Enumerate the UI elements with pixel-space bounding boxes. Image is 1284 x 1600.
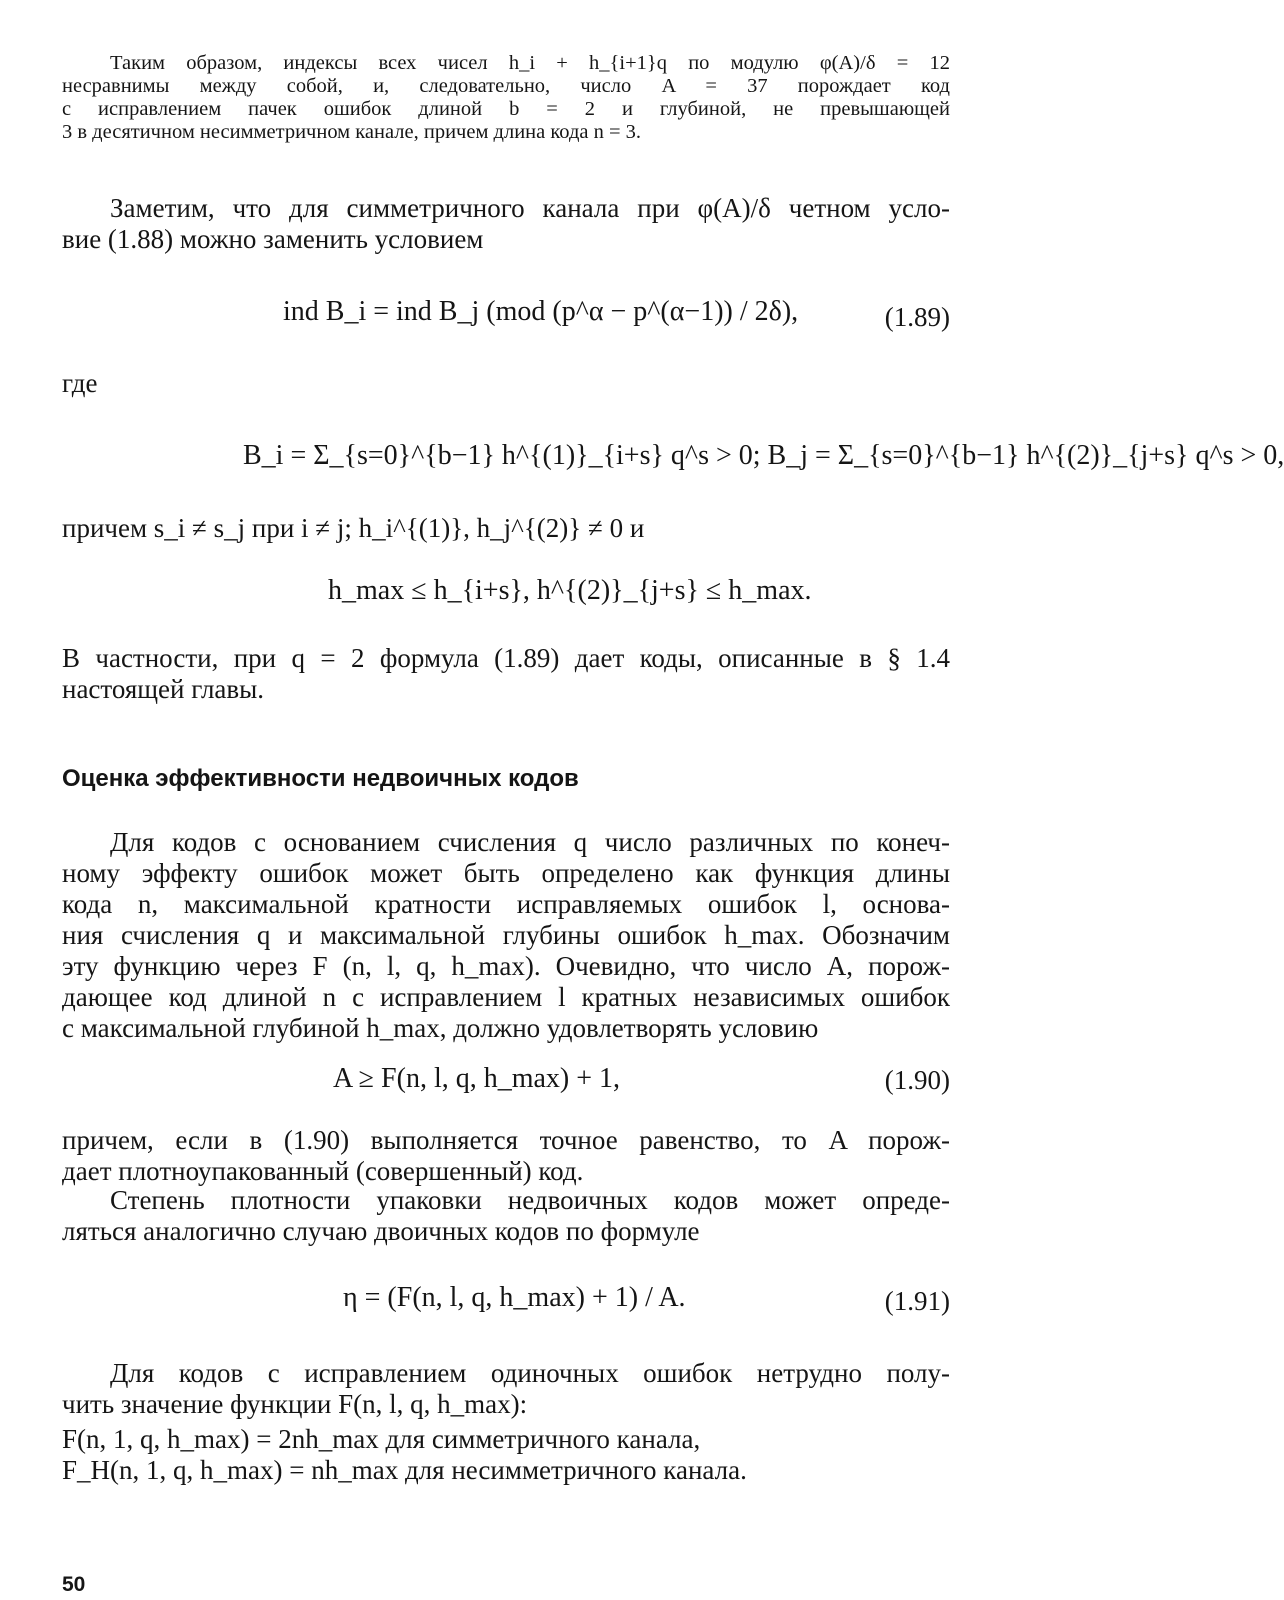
text-line: 3 в десятичном несимметричном канале, причем длина кода n = 3. [62,121,642,143]
text-line: дает плотноупакованный (совершенный) код. [62,1156,584,1186]
text-line: причем s_i ≠ s_j при i ≠ j; h_i^{(1)}, h_j^{(2)} ≠ 0 и [62,513,645,543]
text-line: дающее код длиной n с исправлением l кратных независимых ошибок [62,982,950,1012]
text-line: Для кодов с исправлением одиночных ошибок нетрудно полу- [110,1358,950,1388]
formula-b-definitions: B_i = Σ_{s=0}^{b−1} h^{(1)}_{i+s} q^s > 0; B_j = Σ_{s=0}^{b−1} h^{(2)}_{j+s} q^s > 0, [243,440,1284,471]
equation-number: (1.89) [884,302,950,332]
paragraph-function [62,827,950,1044]
text-line: несравнимы между собой, и, следовательно, число A = 37 порождает код [62,75,950,97]
text-line: эту функцию через F (n, l, q, h_max). Очевидно, что число A, порож- [62,951,950,981]
paragraph-particular [62,643,950,705]
section-heading: Оценка эффективности недвоичных кодов [62,765,579,792]
text-line: чить значение функции F(n, l, q, h_max): [62,1389,528,1419]
formula-1-89: ind B_i = ind B_j (mod (p^α − p^(α−1)) / 2δ), [283,296,799,327]
condition-line [62,513,950,544]
page-number: 50 [62,1573,86,1596]
paragraph-single-errors [62,1358,950,1420]
text-line: Заметим, что для симметричного канала при φ(A)/δ четном усло- [110,193,950,223]
paragraph-density [62,1185,950,1247]
text-line: Степень плотности упаковки недвоичных кодов может опреде- [110,1185,950,1215]
equation-number: (1.90) [884,1065,950,1095]
text-line: В частности, при q = 2 формула (1.89) дает коды, описанные в § 1.4 [62,643,950,673]
equation-number: (1.91) [884,1286,950,1316]
text-line: кода n, максимальной кратности исправляемых ошибок l, основа- [62,889,950,919]
paragraph-equality [62,1125,950,1187]
results-block [62,1424,950,1486]
text-line: с максимальной глубиной h_max, должно удовлетворять условию [62,1013,819,1043]
result-asymmetric: F_H(n, 1, q, h_max) = nh_max для несимметричного канала. [62,1455,747,1485]
formula-1-90: A ≥ F(n, l, q, h_max) + 1, [333,1063,621,1094]
text-line: Для кодов с основанием счисления q число различных по конеч- [110,827,950,857]
text-line: настоящей главы. [62,674,265,704]
text-line: ляться аналогично случаю двоичных кодов по формуле [62,1216,700,1246]
text-line: причем, если в (1.90) выполняется точное равенство, то A порож- [62,1125,950,1155]
where-word: где [62,368,98,398]
text-line: Таким образом, индексы всех чисел h_i + h_{i+1}q по модулю φ(A)/δ = 12 [110,52,950,74]
text-line: вие (1.88) можно заменить условием [62,224,484,254]
paragraph-intro [62,52,950,144]
paragraph-symmetric [62,193,950,255]
formula-1-91: η = (F(n, l, q, h_max) + 1) / A. [343,1282,686,1313]
text-line: ния счисления q и максимальной глубины ошибок h_max. Обозначим [62,920,950,950]
text-line: с исправлением пачек ошибок длиной b = 2 и глубиной, не превышающей [62,98,950,120]
formula-hmax: h_max ≤ h_{i+s}, h^{(2)}_{j+s} ≤ h_max. [328,575,812,606]
text-line: ному эффекту ошибок может быть определено как функция длины [62,858,950,888]
result-symmetric: F(n, 1, q, h_max) = 2nh_max для симметричного канала, [62,1424,701,1454]
